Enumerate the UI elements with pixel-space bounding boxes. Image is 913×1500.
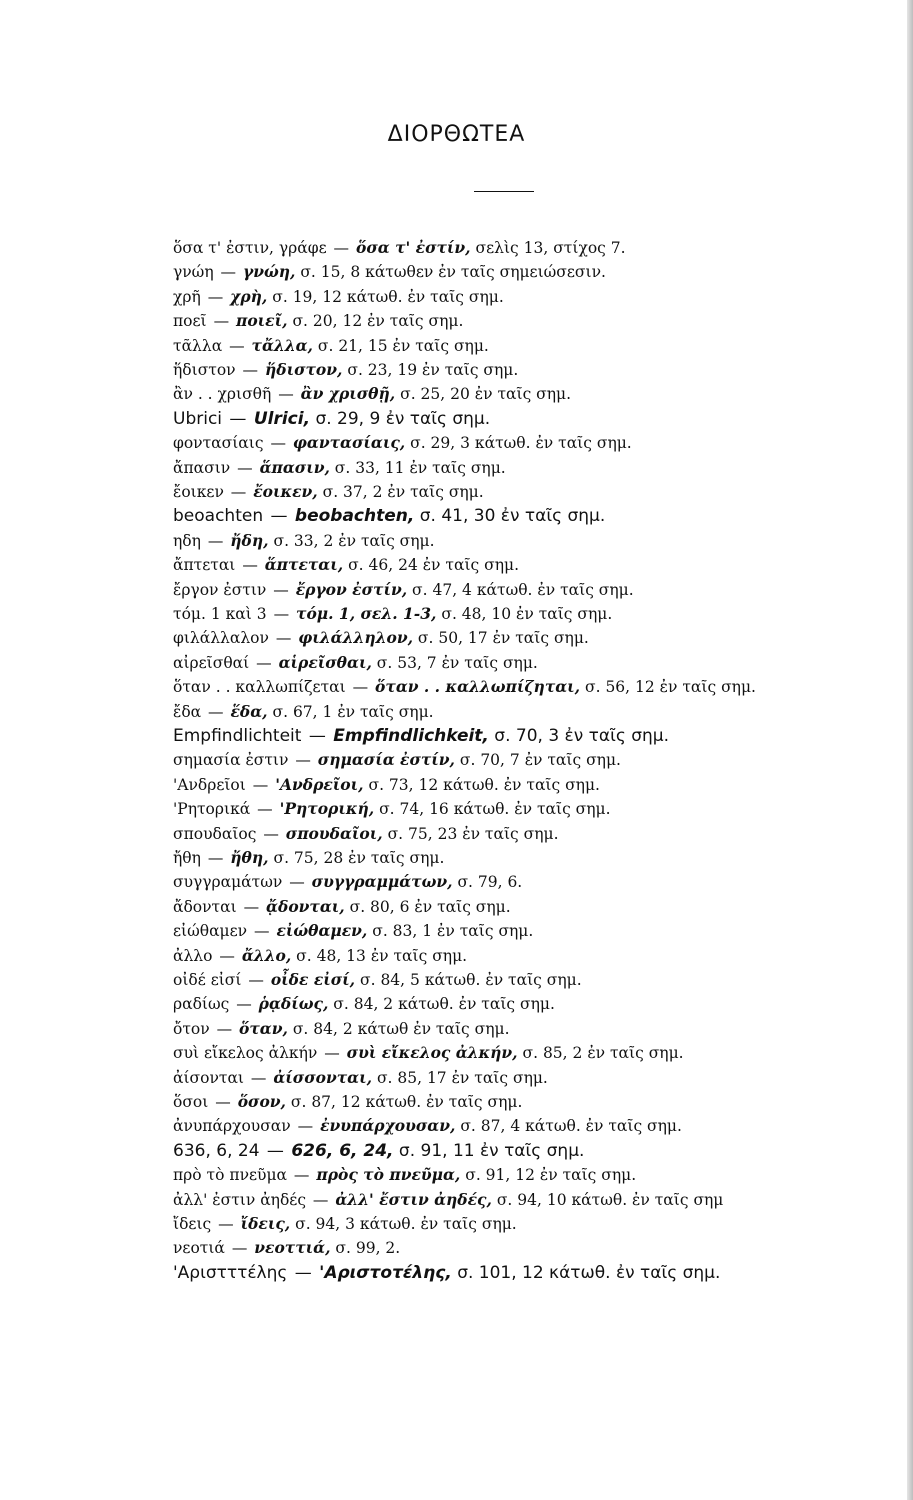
corrected-text: ἄλλο, [241, 945, 292, 965]
separator-dash: — [225, 483, 252, 501]
separator-dash: — [202, 287, 229, 306]
location-reference: σ. 83, 1 ἐν ταῖς σημ. [372, 922, 534, 941]
corrected-text: τἄλλα, [251, 335, 313, 355]
location-reference: σ. 29, 9 ἐν ταῖς σημ. [315, 408, 491, 429]
errata-entry [173, 287, 504, 307]
errata-entry [173, 384, 571, 404]
errata-entry [173, 1141, 584, 1161]
erroneous-text: ἄπασιν [173, 458, 231, 477]
errata-entry [173, 604, 612, 624]
errata-entry [173, 1092, 522, 1112]
corrected-text: φαντασίαις, [292, 433, 406, 453]
errata-entry [173, 702, 434, 722]
erroneous-text: φιλάλλαλον [173, 629, 269, 648]
location-reference: σ. 73, 12 κάτωθ. ἐν ταῖς σημ. [368, 775, 600, 794]
errata-entry [173, 1068, 548, 1088]
errata-entry [173, 1214, 517, 1234]
location-reference: σ. 19, 12 κάτωθ. ἐν ταῖς σημ. [272, 287, 504, 306]
errata-entry [173, 726, 669, 746]
corrected-text: ἐνυπάρχουσαν, [320, 1116, 456, 1136]
corrected-text: τόμ. 1, σελ. 1-3, [296, 604, 437, 623]
corrected-text: ῥᾳδίως, [258, 994, 329, 1014]
separator-dash: — [208, 312, 234, 331]
separator-dash: — [251, 653, 277, 672]
separator-dash: — [289, 1262, 318, 1283]
erroneous-text: πρὸ τὸ πνεῦμα [173, 1166, 287, 1185]
corrected-text: beobachten, [294, 506, 415, 527]
errata-entry [173, 1019, 510, 1039]
erroneous-text: ὅσοι [173, 1093, 209, 1111]
erroneous-text: ἔδα [173, 702, 202, 721]
corrected-text: χρὴ, [230, 286, 268, 306]
separator-dash: — [210, 1093, 236, 1111]
separator-dash: — [214, 946, 240, 965]
corrected-text: 'Ανδρεῖοι, [275, 774, 364, 794]
errata-entry [173, 775, 600, 795]
separator-dash: — [202, 531, 229, 550]
separator-dash: — [258, 824, 284, 843]
location-reference: σ. 87, 12 κάτωθ. ἐν ταῖς σημ. [290, 1093, 523, 1111]
separator-dash: — [328, 239, 354, 257]
location-reference: σ. 84, 5 κάτωθ. ἐν ταῖς σημ. [360, 971, 582, 989]
erroneous-text: ἄπτεται [173, 556, 236, 575]
erroneous-text: ὅταν . . καλλωπίζεται [173, 678, 346, 697]
corrected-text: ὅσα τ' ἐστίν, [355, 238, 471, 257]
location-reference: σ. 41, 30 ἐν ταῖς σημ. [419, 506, 606, 527]
erroneous-text: εἰώθαμεν [173, 922, 248, 941]
separator-dash: — [252, 800, 278, 819]
separator-dash: — [213, 1215, 239, 1233]
errata-entry [173, 409, 490, 429]
erroneous-text: ἤθη [173, 849, 201, 867]
separator-dash: — [203, 702, 229, 721]
location-reference: σ. 80, 6 ἐν ταῖς σημ. [349, 897, 511, 916]
separator-dash: — [273, 385, 299, 404]
location-reference: σ. 20, 12 ἐν ταῖς σημ. [292, 312, 464, 331]
erroneous-text: ὄτον [173, 1019, 210, 1038]
corrected-text: ποιεῖ, [236, 311, 288, 331]
erroneous-text: ἔοικεν [173, 483, 224, 501]
erroneous-text: ἄδονται [173, 897, 237, 916]
location-reference: σ. 53, 7 ἐν ταῖς σημ. [376, 653, 538, 672]
errata-entry [173, 238, 626, 258]
separator-dash: — [292, 1117, 319, 1136]
location-reference: σ. 37, 2 ἐν ταῖς σημ. [322, 483, 484, 501]
separator-dash: — [265, 506, 293, 527]
location-reference: σελὶς 13, στίχος 7. [475, 239, 626, 257]
corrected-text: ἀλλ' ἔστιν ἀηδές, [335, 1189, 492, 1209]
erroneous-text: Empfindlichteit [173, 726, 302, 746]
location-reference: σ. 70, 7 ἐν ταῖς σημ. [459, 751, 621, 770]
location-reference: σ. 47, 4 κάτωθ. ἐν ταῖς σημ. [412, 580, 634, 599]
corrected-text: ἔργον ἐστίν, [295, 579, 408, 599]
corrected-text: ἔοικεν, [253, 482, 318, 501]
erroneous-text: φοντασίαις [173, 434, 264, 453]
separator-dash: — [347, 678, 374, 697]
location-reference: σ. 94, 3 κάτωθ. ἐν ταῖς σημ. [295, 1215, 517, 1233]
corrected-text: ἀίσσονται, [273, 1067, 372, 1087]
erroneous-text: τόμ. 1 καὶ 3 [173, 605, 267, 623]
errata-entry [173, 1238, 400, 1258]
erroneous-text: νεοτιά [173, 1239, 225, 1258]
erroneous-text: αἰρεῖσθαί [173, 653, 250, 672]
errata-entry [173, 482, 484, 502]
erroneous-text: ἀνυπάρχουσαν [173, 1117, 291, 1136]
corrected-text: νεοττιά, [254, 1238, 331, 1258]
corrected-text: ὅταν, [239, 1018, 288, 1038]
separator-dash: — [224, 408, 252, 429]
corrected-text: γνώη, [242, 262, 296, 282]
erroneous-text: ἀίσονται [173, 1068, 244, 1087]
location-reference: σ. 94, 10 κάτωθ. ἐν ταῖς σημ [496, 1190, 724, 1209]
erroneous-text: τᾶλλα [173, 336, 223, 355]
separator-dash: — [247, 775, 274, 794]
errata-entry [173, 458, 506, 478]
corrected-text: συὶ εἴκελος ἀλκήν, [346, 1043, 518, 1063]
location-reference: σ. 48, 13 ἐν ταῖς σημ. [296, 946, 468, 965]
separator-dash: — [232, 458, 258, 477]
scan-edge-shadow [907, 0, 913, 1500]
location-reference: σ. 87, 4 κάτωθ. ἐν ταῖς σημ. [460, 1117, 682, 1136]
location-reference: σ. 29, 3 κάτωθ. ἐν ταῖς σημ. [410, 434, 632, 453]
corrected-text: ἕδα, [230, 701, 268, 721]
corrected-text: ἂν χρισθῇ, [300, 384, 396, 404]
corrected-text: Ulrici, [253, 408, 311, 429]
corrected-text: ἅπτεται, [264, 555, 344, 575]
location-reference: σ. 67, 1 ἐν ταῖς σημ. [272, 702, 434, 721]
corrected-text: αἱρεῖσθαι, [278, 652, 372, 672]
corrected-text: εἰώθαμεν, [276, 921, 368, 941]
erroneous-text: ἥδιστον [173, 361, 236, 379]
errata-entry [173, 1165, 636, 1185]
corrected-text: 'Αριστοτέλης, [319, 1262, 452, 1283]
corrected-text: ἥδιστον, [264, 360, 343, 379]
errata-entry [173, 897, 511, 917]
erroneous-text: γνώη [173, 263, 214, 282]
erroneous-text: σπουδαῖος [173, 824, 257, 843]
errata-entry [173, 994, 555, 1014]
errata-entry [173, 1263, 720, 1283]
location-reference: σ. 23, 19 ἐν ταῖς σημ. [347, 361, 519, 379]
erroneous-text: 'Ρητορικά [173, 800, 251, 819]
separator-dash: — [249, 922, 275, 941]
location-reference: σ. 33, 11 ἐν ταῖς σημ. [334, 458, 506, 477]
location-reference: σ. 79, 6. [457, 873, 523, 892]
errata-entry [173, 506, 605, 526]
errata-entry [173, 531, 435, 551]
corrected-text: ᾄδονται, [266, 896, 345, 916]
location-reference: σ. 21, 15 ἐν ταῖς σημ. [317, 336, 489, 355]
errata-entry [173, 970, 582, 990]
separator-dash: — [243, 971, 269, 989]
location-reference: σ. 25, 20 ἐν ταῖς σημ. [400, 385, 572, 404]
errata-entry [173, 824, 559, 844]
location-reference: σ. 50, 17 ἐν ταῖς σημ. [417, 629, 589, 648]
corrected-text: φιλάλληλον, [298, 628, 413, 648]
erroneous-text: χρῆ [173, 287, 201, 306]
location-reference: σ. 75, 23 ἐν ταῖς σημ. [387, 824, 559, 843]
errata-entry [173, 360, 518, 380]
location-reference: σ. 46, 24 ἐν ταῖς σημ. [348, 556, 520, 575]
location-reference: σ. 84, 2 κάτωθ. ἐν ταῖς σημ. [333, 995, 555, 1014]
errata-entry [173, 311, 463, 331]
erroneous-text: ἀλλο [173, 946, 213, 965]
erroneous-text: ὅσα τ' ἐστιν, γράφε [173, 239, 327, 257]
separator-dash: — [211, 1019, 238, 1038]
erroneous-text: 'Ανδρεῖοι [173, 775, 246, 794]
title-rule [474, 191, 534, 192]
errata-entry [173, 946, 467, 966]
separator-dash: — [265, 434, 291, 453]
corrected-text: 626, 6, 24, [291, 1140, 394, 1161]
location-reference: σ. 91, 11 ἐν ταῖς σημ. [398, 1140, 585, 1161]
erroneous-text: συγγραμάτων [173, 873, 283, 892]
errata-entry [173, 799, 611, 819]
separator-dash: — [231, 995, 257, 1014]
erroneous-text: ποεῖ [173, 312, 207, 331]
separator-dash: — [289, 1166, 315, 1185]
location-reference: σ. 70, 3 ἐν ταῖς σημ. [494, 726, 669, 746]
corrected-text: ἤθη, [230, 848, 269, 867]
erroneous-text: ἀλλ' ἐστιν ἀηδές [173, 1190, 306, 1209]
separator-dash: — [226, 1239, 253, 1258]
separator-dash: — [268, 605, 295, 623]
erroneous-text: Ubrici [173, 408, 223, 429]
erroneous-text: 'Αριστττέλης [173, 1262, 288, 1283]
errata-entry [173, 1116, 682, 1136]
erroneous-text: οἰδέ εἰσί [173, 971, 242, 989]
separator-dash: — [261, 1140, 290, 1161]
location-reference: σ. 91, 12 ἐν ταῖς σημ. [465, 1166, 637, 1185]
corrected-text: Empfindlichkeit, [333, 726, 489, 746]
location-reference: σ. 74, 16 κάτωθ. ἐν ταῖς σημ. [379, 800, 611, 819]
separator-dash: — [237, 556, 263, 575]
separator-dash: — [246, 1068, 272, 1087]
separator-dash: — [290, 751, 316, 770]
erroneous-text: σημασία ἐστιν [173, 751, 289, 770]
erroneous-text: συὶ εἴκελος ἀλκήν [173, 1044, 318, 1063]
corrected-text: σημασία ἐστίν, [317, 750, 455, 770]
location-reference: σ. 15, 8 κάτωθεν ἐν ταῖς σημειώσεσιν. [300, 263, 606, 282]
errata-entry [173, 336, 489, 356]
separator-dash: — [319, 1044, 345, 1063]
corrected-text: σπουδαῖοι, [285, 823, 383, 843]
corrected-text: οἶδε εἰσί, [270, 970, 356, 989]
corrected-text: ὅσον, [237, 1092, 286, 1111]
separator-dash: — [215, 263, 241, 282]
errata-entry [173, 750, 621, 770]
errata-entry [173, 921, 533, 941]
location-reference: σ. 75, 28 ἐν ταῖς σημ. [273, 849, 445, 867]
erroneous-text: ηδη [173, 531, 201, 550]
location-reference: σ. 33, 2 ἐν ταῖς σημ. [273, 531, 435, 550]
separator-dash: — [308, 1190, 334, 1209]
location-reference: σ. 84, 2 κάτωθ ἐν ταῖς σημ. [292, 1019, 510, 1038]
errata-entry [173, 872, 522, 892]
erroneous-text: ἔργον ἐστιν [173, 580, 267, 599]
corrected-text: ὅταν . . καλλωπίζηται, [375, 677, 581, 697]
corrected-text: ἴδεις, [240, 1214, 291, 1233]
page-title: ΔΙΟΡΘΩΤΕΑ [387, 122, 526, 147]
corrected-text: συγγραμμάτων, [311, 872, 453, 892]
location-reference: σ. 85, 17 ἐν ταῖς σημ. [376, 1068, 548, 1087]
erroneous-text: ἂν . . χρισθῆ [173, 385, 272, 404]
corrected-text: πρὸς τὸ πνεῦμα, [316, 1165, 461, 1185]
errata-entry [173, 653, 538, 673]
erroneous-text: 636, 6, 24 [173, 1140, 260, 1161]
errata-entry [173, 1043, 684, 1063]
errata-entry [173, 555, 519, 575]
separator-dash: — [202, 849, 229, 867]
separator-dash: — [303, 726, 332, 746]
errata-entry [173, 262, 606, 282]
erroneous-text: beoachten [173, 506, 264, 527]
separator-dash: — [284, 873, 310, 892]
corrected-text: ἤδη, [230, 530, 269, 550]
separator-dash: — [238, 897, 265, 916]
separator-dash: — [237, 361, 263, 379]
location-reference: σ. 85, 2 ἐν ταῖς σημ. [522, 1044, 684, 1063]
corrected-text: ἅπασιν, [259, 457, 330, 477]
errata-entry [173, 1190, 723, 1210]
erroneous-text: ἴδεις [173, 1215, 212, 1233]
errata-entry [173, 628, 589, 648]
location-reference: σ. 101, 12 κάτωθ. ἐν ταῖς σημ. [457, 1262, 721, 1283]
location-reference: σ. 48, 10 ἐν ταῖς σημ. [441, 605, 613, 623]
corrected-text: 'Ρητορική, [279, 799, 375, 819]
separator-dash: — [224, 336, 250, 355]
errata-entry [173, 433, 632, 453]
separator-dash: — [268, 580, 294, 599]
separator-dash: — [270, 629, 297, 648]
errata-entry [173, 677, 756, 697]
errata-entry [173, 580, 634, 600]
location-reference: σ. 99, 2. [335, 1239, 401, 1258]
location-reference: σ. 56, 12 ἐν ταῖς σημ. [585, 678, 756, 697]
erroneous-text: ραδίως [173, 995, 230, 1014]
errata-entry [173, 848, 444, 868]
